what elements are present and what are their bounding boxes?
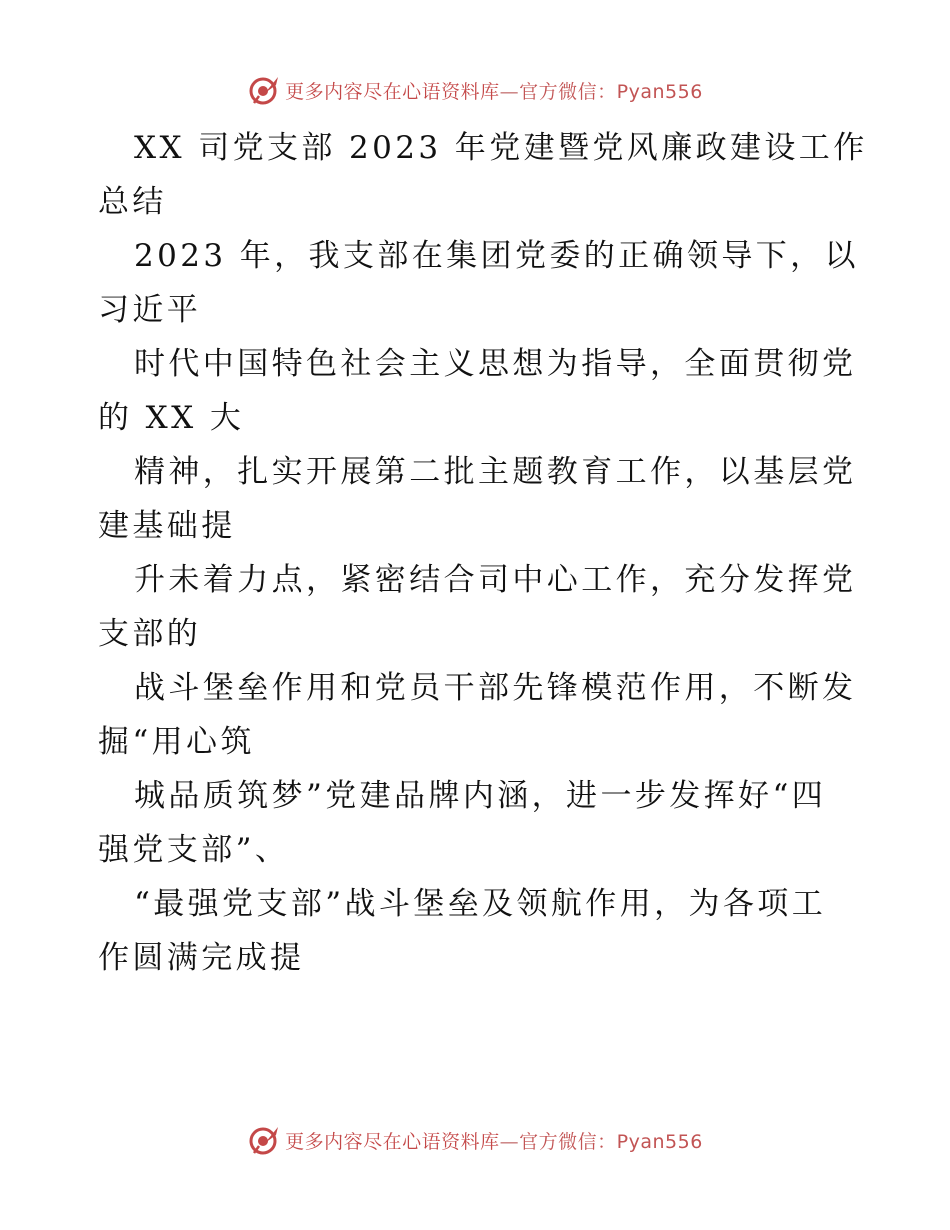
paragraph-line: 战斗堡垒作用和党员干部先锋模范作用，不断发 [134, 670, 857, 706]
paragraph-line: 2023 年，我支部在集团党委的正确领导下，以 [134, 238, 859, 274]
watermark-separator: — [499, 1130, 520, 1153]
watermark-wechat: 官方微信：Pyan556 [519, 80, 703, 103]
footer-watermark [0, 1120, 950, 1160]
title-line-1: XX 司党支部 2023 年党建暨党风廉政建设工作 [134, 130, 868, 166]
watermark-separator: — [499, 80, 520, 103]
watermark-brand: 更多内容尽在心语资料库 [285, 80, 500, 103]
title-line-2: 总结 [98, 184, 167, 220]
paragraph-line: 强党支部”、 [98, 832, 290, 868]
quill-logo-icon [247, 1123, 281, 1157]
watermark-text [285, 1127, 703, 1154]
paragraph-line: 精神，扎实开展第二批主题教育工作，以基层党 [134, 454, 857, 490]
paragraph-line: 城品质筑梦”党建品牌内涵，进一步发挥好“四 [134, 778, 827, 814]
paragraph-line: 时代中国特色社会主义思想为指导，全面贯彻党 [134, 346, 857, 382]
watermark-text [285, 77, 703, 104]
document-body [98, 121, 868, 985]
paragraph-line: 掘“用心筑 [98, 724, 255, 760]
paragraph-line: “最强党支部”战斗堡垒及领航作用，为各项工 [134, 886, 827, 922]
paragraph-line: 支部的 [98, 616, 202, 652]
paragraph-line: 升未着力点，紧密结合司中心工作，充分发挥党 [134, 562, 857, 598]
quill-logo-icon [247, 73, 281, 107]
watermark-wechat: 官方微信：Pyan556 [519, 1130, 703, 1153]
paragraph-line: 习近平 [98, 292, 202, 328]
paragraph-line: 作圆满完成提 [98, 940, 305, 976]
paragraph-line: 的 XX 大 [98, 400, 245, 436]
paragraph-line: 建基础提 [98, 508, 236, 544]
watermark-brand: 更多内容尽在心语资料库 [285, 1130, 500, 1153]
header-watermark [0, 70, 950, 110]
